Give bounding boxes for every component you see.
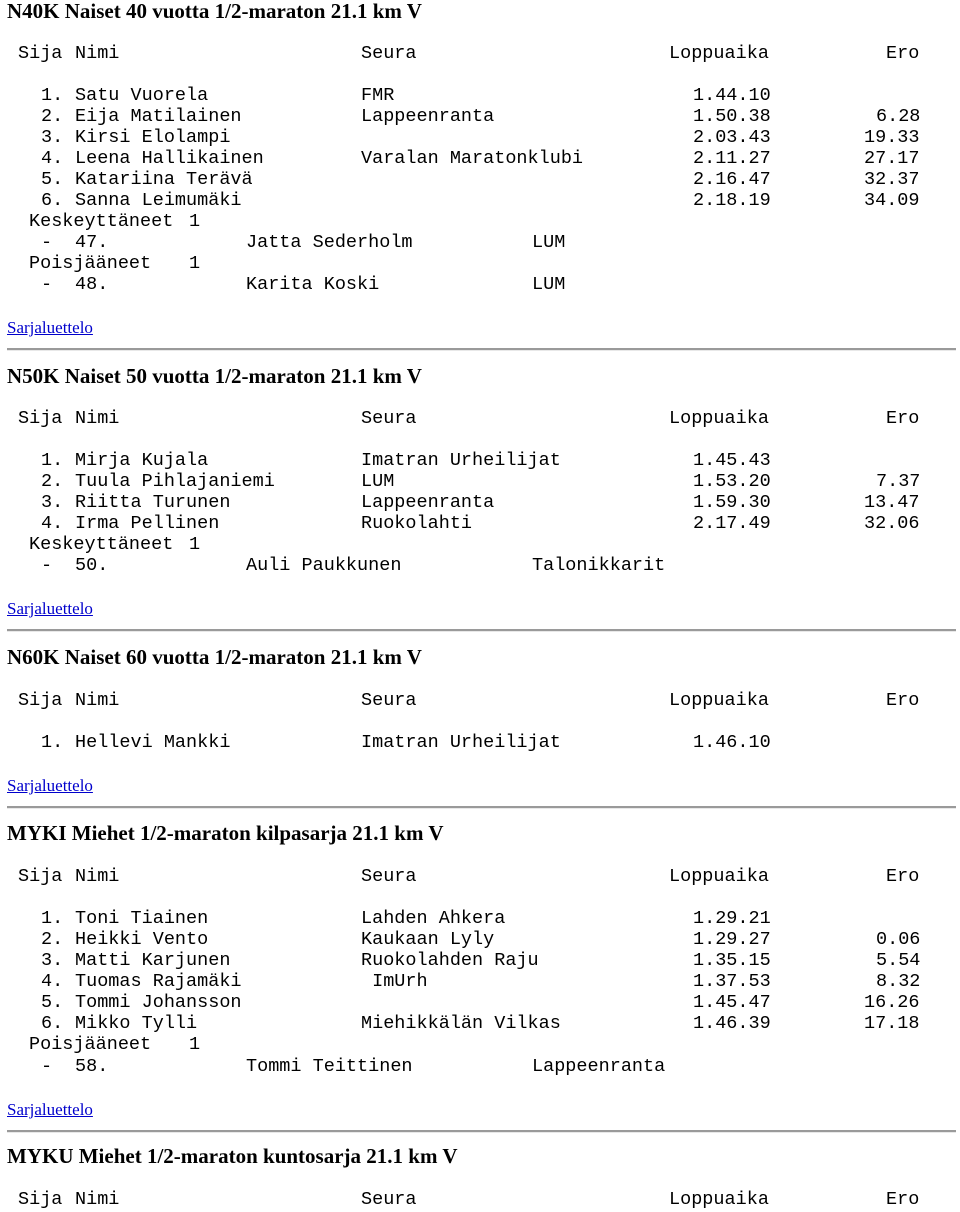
col-header-loppuaika: Loppuaika xyxy=(669,43,769,64)
result-ero: 16.26 xyxy=(864,992,920,1013)
result-seura: Lappeenranta xyxy=(361,492,495,513)
col-header-nimi: Nimi xyxy=(75,408,120,429)
col-header-sija: Sija xyxy=(18,690,63,711)
entry-seura: Talonikkarit xyxy=(532,555,666,576)
result-ero: 32.06 xyxy=(864,513,920,534)
entry-number: 58. xyxy=(75,1056,109,1077)
result-sija: 3. xyxy=(41,127,64,148)
result-seura: ImUrh xyxy=(361,971,428,992)
col-header-seura: Seura xyxy=(361,43,417,64)
result-seura: Imatran Urheilijat xyxy=(361,732,561,753)
section-divider xyxy=(7,806,956,809)
result-nimi: Tommi Johansson xyxy=(75,992,242,1013)
group-label-poisjaaneet: Poisjääneet xyxy=(29,1034,152,1055)
col-header-seura: Seura xyxy=(361,1189,417,1210)
result-ero: 19.33 xyxy=(864,127,920,148)
col-header-ero: Ero xyxy=(886,408,920,429)
result-nimi: Mikko Tylli xyxy=(75,1013,198,1034)
result-sija: 5. xyxy=(41,169,64,190)
result-sija: 3. xyxy=(41,950,64,971)
entry-mark: - xyxy=(41,232,53,253)
result-loppuaika: 2.18.19 xyxy=(693,190,771,211)
result-seura: Kaukaan Lyly xyxy=(361,929,495,950)
col-header-loppuaika: Loppuaika xyxy=(669,1189,769,1210)
col-header-nimi: Nimi xyxy=(75,866,120,887)
group-label-keskeyttaneet: Keskeyttäneet xyxy=(29,211,174,232)
entry-nimi: Jatta Sederholm xyxy=(246,232,413,253)
col-header-sija: Sija xyxy=(18,1189,63,1210)
result-nimi: Eija Matilainen xyxy=(75,106,242,127)
result-seura: Miehikkälän Vilkas xyxy=(361,1013,561,1034)
entry-seura: LUM xyxy=(532,232,566,253)
col-header-nimi: Nimi xyxy=(75,1189,120,1210)
group-label-poisjaaneet: Poisjääneet xyxy=(29,253,152,274)
entry-seura: LUM xyxy=(532,274,566,295)
result-nimi: Matti Karjunen xyxy=(75,950,231,971)
col-header-seura: Seura xyxy=(361,690,417,711)
result-ero: 5.54 xyxy=(876,950,921,971)
result-loppuaika: 1.29.27 xyxy=(693,929,771,950)
result-ero: 17.18 xyxy=(864,1013,920,1034)
entry-mark: - xyxy=(41,555,53,576)
result-ero: 6.28 xyxy=(876,106,921,127)
entry-nimi: Auli Paukkunen xyxy=(246,555,402,576)
result-sija: 1. xyxy=(41,85,64,106)
result-nimi: Tuula Pihlajaniemi xyxy=(75,471,275,492)
result-sija: 4. xyxy=(41,513,64,534)
col-header-ero: Ero xyxy=(886,1189,920,1210)
result-nimi: Satu Vuorela xyxy=(75,85,209,106)
result-loppuaika: 1.59.30 xyxy=(693,492,771,513)
entry-number: 47. xyxy=(75,232,109,253)
result-sija: 1. xyxy=(41,908,64,929)
col-header-seura: Seura xyxy=(361,866,417,887)
col-header-sija: Sija xyxy=(18,866,63,887)
result-nimi: Mirja Kujala xyxy=(75,450,209,471)
result-seura: Ruokolahti xyxy=(361,513,473,534)
entry-mark: - xyxy=(41,274,53,295)
result-seura: Imatran Urheilijat xyxy=(361,450,561,471)
sarjaluettelo-link[interactable]: Sarjaluettelo xyxy=(7,776,93,795)
result-sija: 6. xyxy=(41,1013,64,1034)
result-loppuaika: 2.16.47 xyxy=(693,169,771,190)
sarjaluettelo-link[interactable]: Sarjaluettelo xyxy=(7,1100,93,1119)
section-title-n40k: N40K Naiset 40 vuotta 1/2-maraton 21.1 km V xyxy=(7,0,422,23)
group-count: 1 xyxy=(189,1034,201,1055)
col-header-sija: Sija xyxy=(18,408,63,429)
section-divider xyxy=(7,348,956,351)
group-count: 1 xyxy=(189,253,201,274)
section-title-myki: MYKI Miehet 1/2-maraton kilpasarja 21.1 km V xyxy=(7,821,444,845)
section-title-myku: MYKU Miehet 1/2-maraton kuntosarja 21.1 km V xyxy=(7,1144,458,1168)
result-loppuaika: 1.46.10 xyxy=(693,732,771,753)
result-seura: Lappeenranta xyxy=(361,106,495,127)
col-header-ero: Ero xyxy=(886,866,920,887)
col-header-sija: Sija xyxy=(18,43,63,64)
col-header-ero: Ero xyxy=(886,43,920,64)
result-nimi: Kirsi Elolampi xyxy=(75,127,231,148)
result-loppuaika: 1.46.39 xyxy=(693,1013,771,1034)
entry-number: 50. xyxy=(75,555,109,576)
col-header-nimi: Nimi xyxy=(75,690,120,711)
entry-mark: - xyxy=(41,1056,53,1077)
result-nimi: Hellevi Mankki xyxy=(75,732,231,753)
result-loppuaika: 1.45.43 xyxy=(693,450,771,471)
result-nimi: Heikki Vento xyxy=(75,929,209,950)
col-header-loppuaika: Loppuaika xyxy=(669,690,769,711)
result-sija: 2. xyxy=(41,471,64,492)
col-header-loppuaika: Loppuaika xyxy=(669,866,769,887)
result-ero: 7.37 xyxy=(876,471,921,492)
result-sija: 6. xyxy=(41,190,64,211)
result-sija: 1. xyxy=(41,732,64,753)
group-count: 1 xyxy=(189,534,201,555)
result-loppuaika: 1.37.53 xyxy=(693,971,771,992)
result-loppuaika: 1.35.15 xyxy=(693,950,771,971)
result-sija: 4. xyxy=(41,148,64,169)
section-divider xyxy=(7,1130,956,1133)
result-sija: 3. xyxy=(41,492,64,513)
section-title-n60k: N60K Naiset 60 vuotta 1/2-maraton 21.1 km V xyxy=(7,645,422,669)
result-sija: 2. xyxy=(41,106,64,127)
result-nimi: Katariina Terävä xyxy=(75,169,253,190)
result-loppuaika: 2.11.27 xyxy=(693,148,771,169)
group-count: 1 xyxy=(189,211,201,232)
result-nimi: Irma Pellinen xyxy=(75,513,220,534)
group-label-keskeyttaneet: Keskeyttäneet xyxy=(29,534,174,555)
result-seura: Varalan Maratonklubi xyxy=(361,148,584,169)
result-loppuaika: 1.50.38 xyxy=(693,106,771,127)
result-loppuaika: 1.53.20 xyxy=(693,471,771,492)
col-header-loppuaika: Loppuaika xyxy=(669,408,769,429)
result-loppuaika: 1.45.47 xyxy=(693,992,771,1013)
result-loppuaika: 2.17.49 xyxy=(693,513,771,534)
result-sija: 2. xyxy=(41,929,64,950)
result-seura: FMR xyxy=(361,85,395,106)
entry-number: 48. xyxy=(75,274,109,295)
result-sija: 5. xyxy=(41,992,64,1013)
result-ero: 0.06 xyxy=(876,929,921,950)
result-ero: 34.09 xyxy=(864,190,920,211)
sarjaluettelo-link[interactable]: Sarjaluettelo xyxy=(7,318,93,337)
sarjaluettelo-link[interactable]: Sarjaluettelo xyxy=(7,599,93,618)
result-seura: LUM xyxy=(361,471,395,492)
result-nimi: Toni Tiainen xyxy=(75,908,209,929)
result-ero: 8.32 xyxy=(876,971,921,992)
result-nimi: Sanna Leimumäki xyxy=(75,190,242,211)
result-loppuaika: 1.44.10 xyxy=(693,85,771,106)
result-loppuaika: 1.29.21 xyxy=(693,908,771,929)
entry-nimi: Karita Koski xyxy=(246,274,380,295)
result-nimi: Tuomas Rajamäki xyxy=(75,971,242,992)
result-ero: 13.47 xyxy=(864,492,920,513)
result-nimi: Riitta Turunen xyxy=(75,492,231,513)
result-seura: Ruokolahden Raju xyxy=(361,950,539,971)
result-sija: 1. xyxy=(41,450,64,471)
result-sija: 4. xyxy=(41,971,64,992)
section-title-n50k: N50K Naiset 50 vuotta 1/2-maraton 21.1 km V xyxy=(7,364,422,388)
entry-nimi: Tommi Teittinen xyxy=(246,1056,413,1077)
entry-seura: Lappeenranta xyxy=(532,1056,666,1077)
result-ero: 32.37 xyxy=(864,169,920,190)
col-header-nimi: Nimi xyxy=(75,43,120,64)
result-loppuaika: 2.03.43 xyxy=(693,127,771,148)
result-nimi: Leena Hallikainen xyxy=(75,148,264,169)
section-divider xyxy=(7,629,956,632)
col-header-seura: Seura xyxy=(361,408,417,429)
result-seura: Lahden Ahkera xyxy=(361,908,506,929)
col-header-ero: Ero xyxy=(886,690,920,711)
result-ero: 27.17 xyxy=(864,148,920,169)
